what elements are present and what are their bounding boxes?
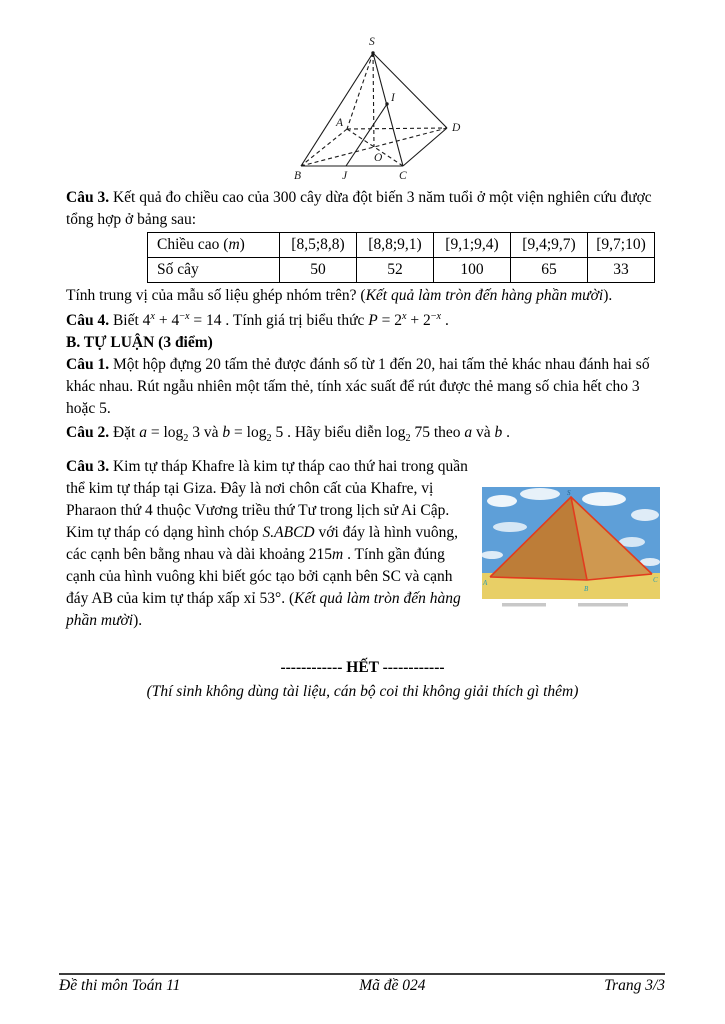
edge-SO: [373, 53, 374, 147]
edge-SD: [373, 53, 447, 128]
table-cell: Số cây: [148, 258, 280, 283]
table-header-cell: Chiều cao (m): [148, 233, 280, 258]
footer-exam-code: Mã đề 024: [359, 977, 426, 994]
essay-question-2: Câu 2. Đặt $a = \log_2 3$ và $b = \log_2 5$ . Hãy biểu diễn $\log_2 75$ theo a và b .: [66, 424, 511, 445]
point-dot-I: [385, 102, 388, 105]
label-S: S: [369, 36, 375, 48]
essay-question-1: Câu 1. Một hộp đựng 20 tấm thẻ được đánh số từ 1 đến 20, hai tấm thẻ khác nhau đánh hai số khác nhau. Rút ngẫu nhiên một tấm thẻ, tính xác suất để rút được thẻ mang số chia hết cho 3 hoặc 5.: [66, 356, 650, 417]
table-header-cell: [9,4;9,7): [511, 233, 588, 258]
label-D: D: [452, 122, 461, 134]
edge-SB: [301, 53, 373, 166]
table-count-row: [148, 258, 655, 283]
footer-divider: [59, 973, 665, 975]
photo-shadow-strip: [502, 603, 546, 607]
khafre-pyramid-photo: [482, 487, 660, 609]
table-cell: 100: [434, 258, 511, 283]
end-of-exam-line: ------------ HẾT ------------: [280, 659, 445, 676]
label-I: I: [391, 92, 395, 104]
table-header-cell: [8,8;9,1): [357, 233, 434, 258]
footer: [59, 977, 665, 995]
section-b-heading: B. TỰ LUẬN (3 điểm): [66, 334, 213, 351]
photo-label-A: A: [483, 579, 488, 587]
footer-exam-title: Đề thi môn Toán 11: [59, 977, 181, 994]
table-header-cell: [9,7;10): [588, 233, 655, 258]
pyramid-diagram: [279, 33, 474, 185]
photo-label-S: S: [567, 489, 571, 497]
edge-AD: [347, 128, 447, 129]
table-cell: 50: [280, 258, 357, 283]
exam-note: (Thí sinh không dùng tài liệu, cán bộ coi thi không giải thích gì thêm): [146, 683, 579, 700]
frequency-table: [147, 232, 655, 283]
table-header-cell: [9,1;9,4): [434, 233, 511, 258]
edge-SA: [347, 53, 373, 129]
photo-label-C: C: [653, 576, 658, 584]
question-3-statement: Câu 3. Kết quả đo chiều cao của 300 cây dừa đột biến 3 năm tuổi ở một viện nghiên cứu được tổng hợp ở bảng sau:: [66, 189, 652, 228]
vertex-dot-S: [371, 51, 374, 54]
label-O: O: [374, 152, 383, 164]
photo-label-B: B: [584, 585, 589, 593]
table-header-row: [148, 233, 655, 258]
essay-question-3: Câu 3. Kim tự tháp Khafre là kim tự tháp cao thứ hai trong quần thể kim tự tháp tại Giza. Đây là nơi chôn cất của Khafre, vị Pharaon thứ 4 thuộc Vương triều thứ Tư trong lịch sử Ai Cập. Kim tự tháp có dạng hình chóp S.ABCD với đáy là hình vuông, các cạnh bên bằng nhau và dài khoảng 215m . Tính gần đúng cạnh của hình vuông khi biết góc tạo bởi cạnh bên SC và cạnh đáy AB của kim tự tháp xấp xỉ 53°. (Kết quả làm tròn đến hàng phần mười).: [66, 458, 468, 629]
median-question-line: Tính trung vị của mẫu số liệu ghép nhóm trên? (Kết quả làm tròn đến hàng phần mười).: [66, 287, 613, 304]
label-J: J: [342, 170, 348, 182]
question-4-statement: Câu 4. Biết $4^x + 4^{-x} = 14$ . Tính giá trị biểu thức $P = 2^x + 2^{-x}$ .: [66, 311, 449, 330]
table-cell: 33: [588, 258, 655, 283]
photo-shadow-strip: [578, 603, 628, 607]
label-B: B: [294, 170, 302, 182]
label-C: C: [399, 170, 407, 182]
table-cell: 52: [357, 258, 434, 283]
table-header-cell: [8,5;8,8): [280, 233, 357, 258]
table-cell: 65: [511, 258, 588, 283]
label-A: A: [336, 117, 344, 129]
footer-page-number: Trang 3/3: [604, 977, 665, 994]
